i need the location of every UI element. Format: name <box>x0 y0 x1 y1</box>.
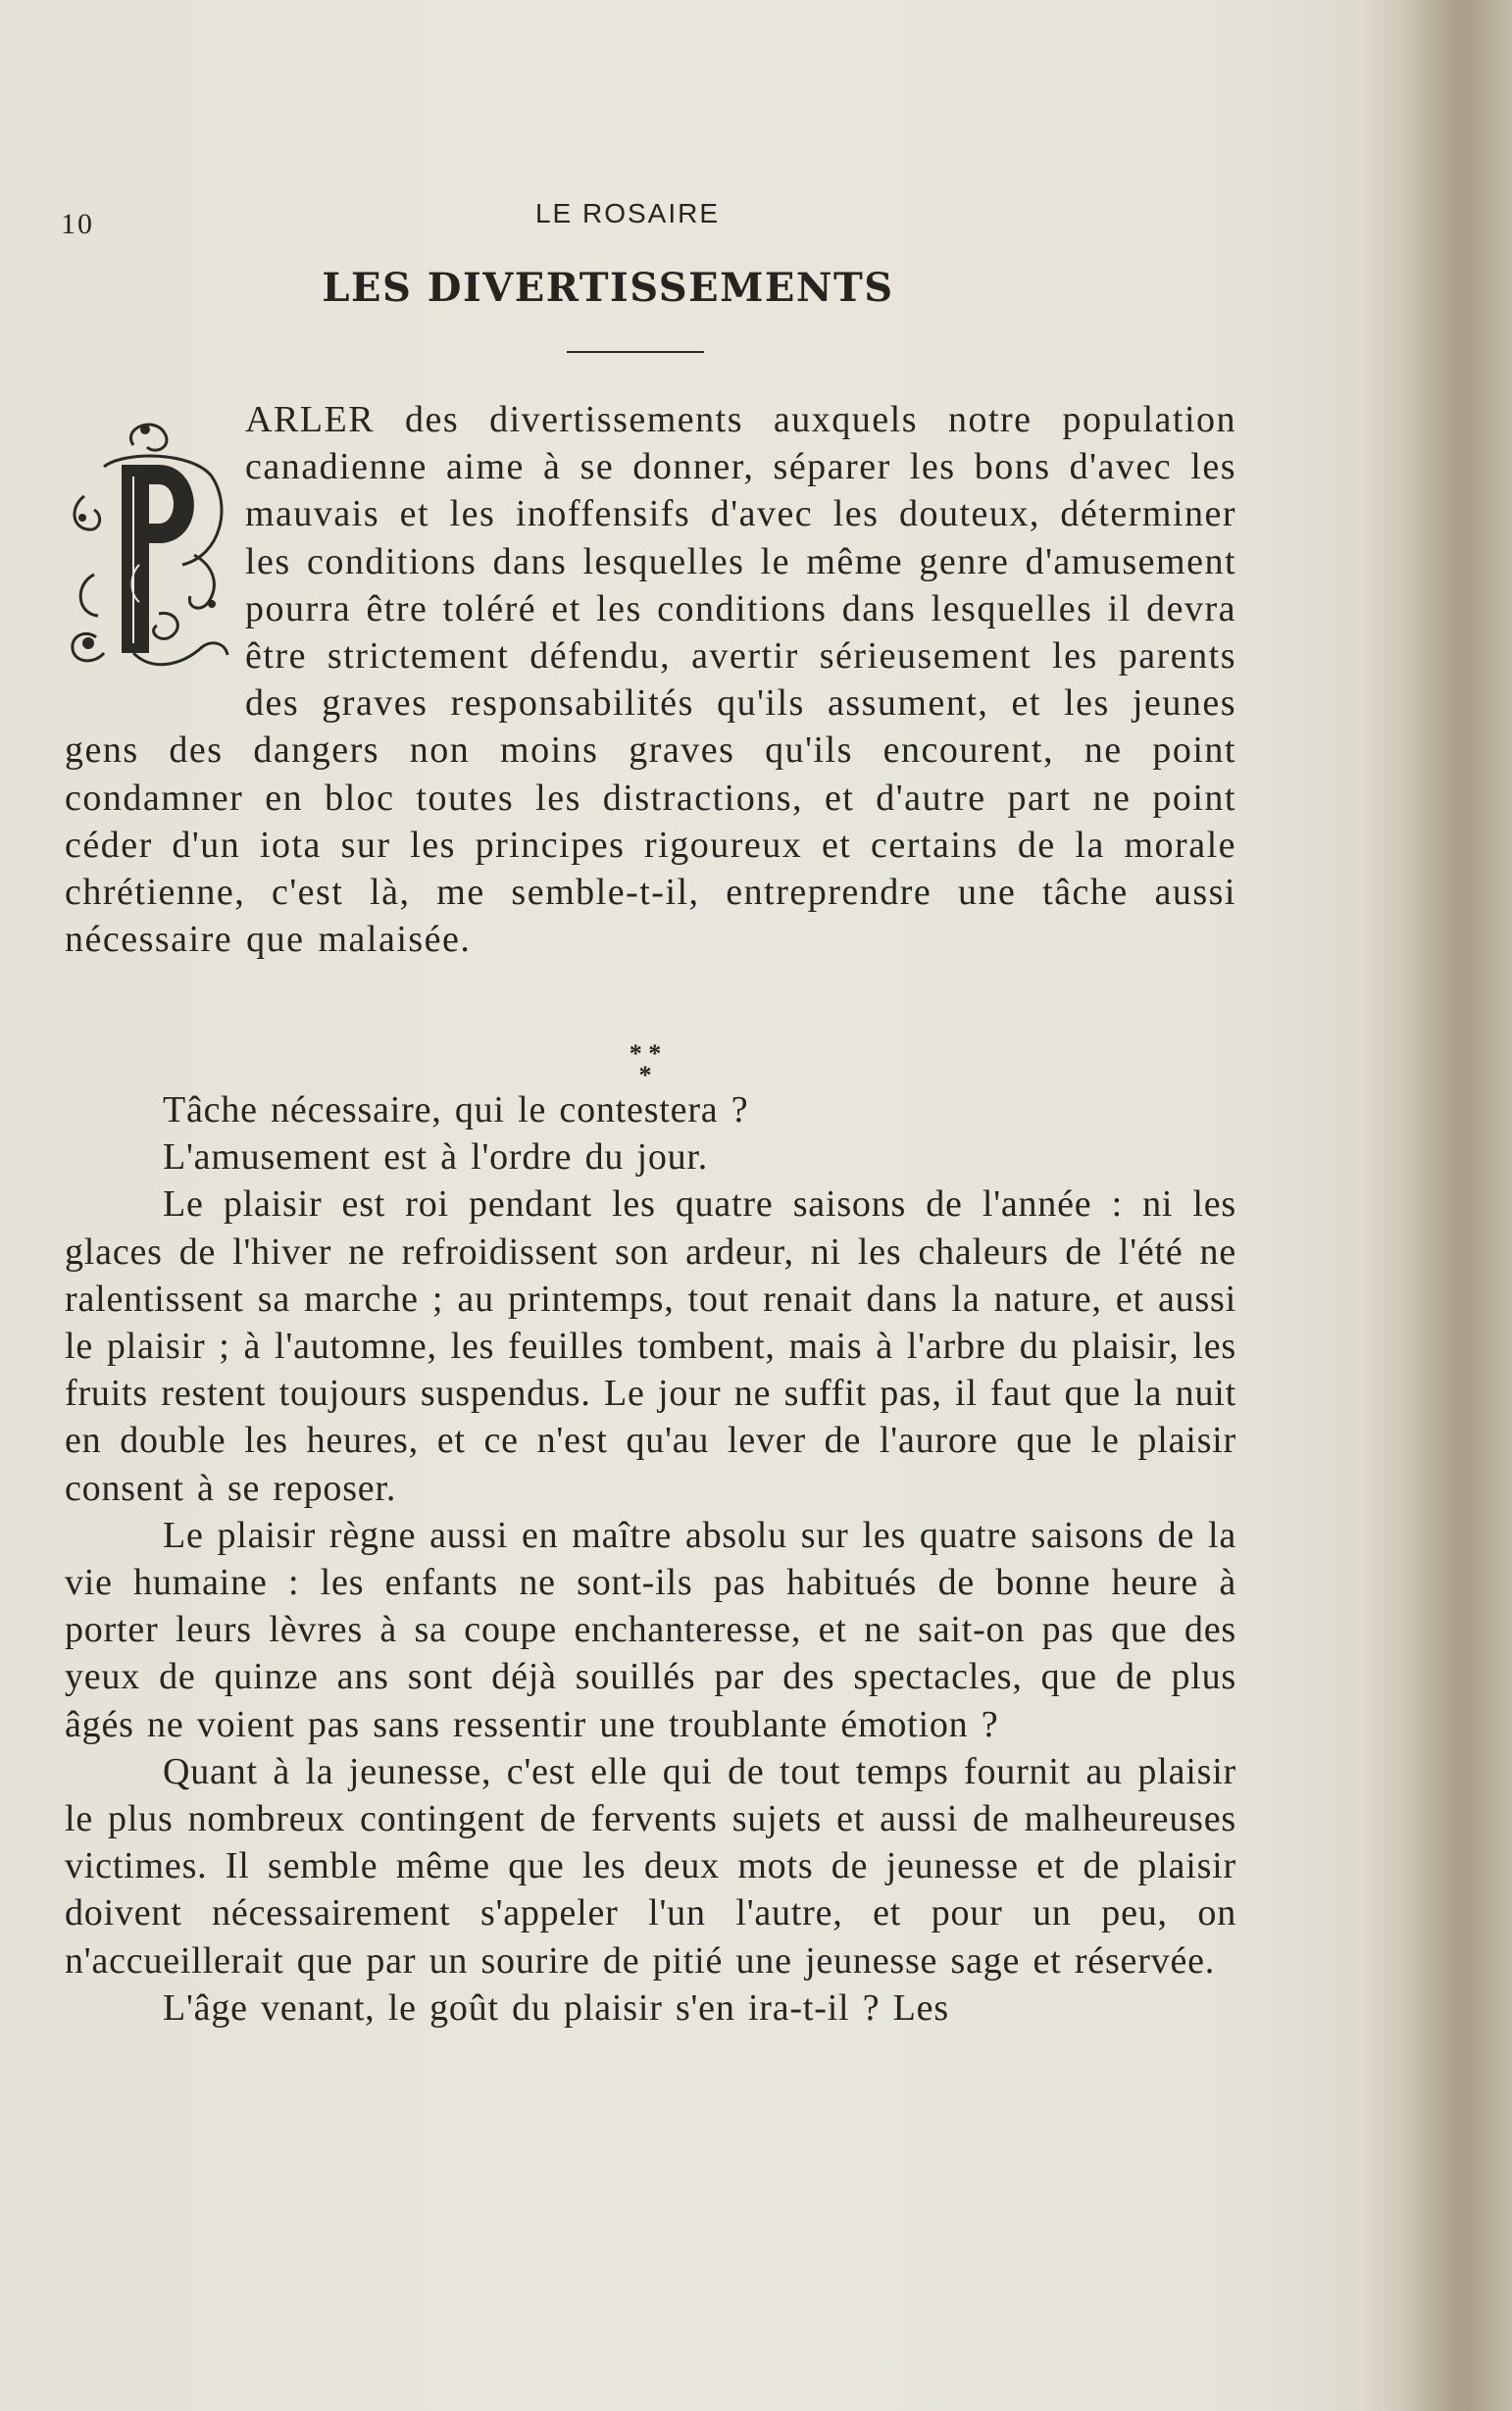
spine-shadow <box>1404 0 1512 2411</box>
asterism-bottom: * <box>638 1061 652 1089</box>
body-paragraph: Tâche nécessaire, qui le contestera ? <box>163 1089 749 1130</box>
body-paragraph: Quant à la jeunesse, c'est elle qui de tout temps fournit au plaisir le plus nombreux contingent de fervents sujets et aussi de malheureuses victimes. Il semble même que les deux mots de jeunesse et de plaisir doivent nécessairement s'appeler l'un l'autre, et pour un peu, on n'accueillerait que par un sourire de pitié une jeunesse sage et réservée. <box>65 1750 1236 1982</box>
body-paragraph: L'âge venant, le goût du plaisir s'en ira-t-il ? Les <box>163 1986 949 2029</box>
title-rule <box>567 351 704 353</box>
body-paragraph: Le plaisir règne aussi en maître absolu sur les quatre saisons de la vie humaine : les enfants ne sont-ils pas habitués de bonne heure à porter leurs lèvres à sa coupe enchanteresse, et ne sait-on pas que des yeux de quinze ans sont déjà souillés par des spectacles, que de plus âgés ne voient pas sans ressentir une troublante émotion ? <box>65 1514 1236 1745</box>
body-paragraphs <box>65 1086 1236 2032</box>
first-paragraph-text: ARLER des divertissements auxquels notre population canadienne aime à se donner, séparer les bons d'avec les mauvais et les inoffensifs d'avec les douteux, déterminer les conditions dans lesquelles le même genre d'amusement pourra être toléré et les conditions dans lesquelles il devra être strictement défendu, avertir sérieusement les parents des graves responsabilités qu'ils assument, et les jeunes gens des dangers non moins graves qu'ils encourent, ne point condamner en bloc toutes les distractions, et d'autre part ne point céder d'un iota sur les principes rigoureux et certains de la morale chrétienne, c'est là, me semble-t-il, entreprendre une tâche aussi nécessaire que malaisée. <box>65 399 1236 961</box>
running-head: LE ROSAIRE <box>534 198 721 228</box>
first-paragraph-block <box>65 396 1236 963</box>
first-paragraph <box>65 396 1236 963</box>
article-title: LES DIVERTISSEMENTS <box>322 265 894 311</box>
page-number: 10 <box>61 208 94 240</box>
section-asterism <box>586 1039 704 1089</box>
body-paragraph: Le plaisir est roi pendant les quatre saisons de l'année : ni les glaces de l'hiver ne refroidissent son ardeur, ni les chaleurs de l'été ne ralentissent sa marche ; au printemps, tout renait dans la nature, et aussi le plaisir ; à l'automne, les feuilles tombent, mais à l'arbre du plaisir, les fruits restent toujours suspendus. Le jour ne suffit pas, il faut que la nuit en double les heures, et ce n'est qu'au lever de l'aurore que le plaisir consent à se reposer. <box>65 1183 1236 1509</box>
dropcap-space <box>65 396 229 714</box>
body-paragraph: L'amusement est à l'ordre du jour. <box>163 1136 709 1179</box>
asterism-top: * * <box>629 1039 662 1068</box>
